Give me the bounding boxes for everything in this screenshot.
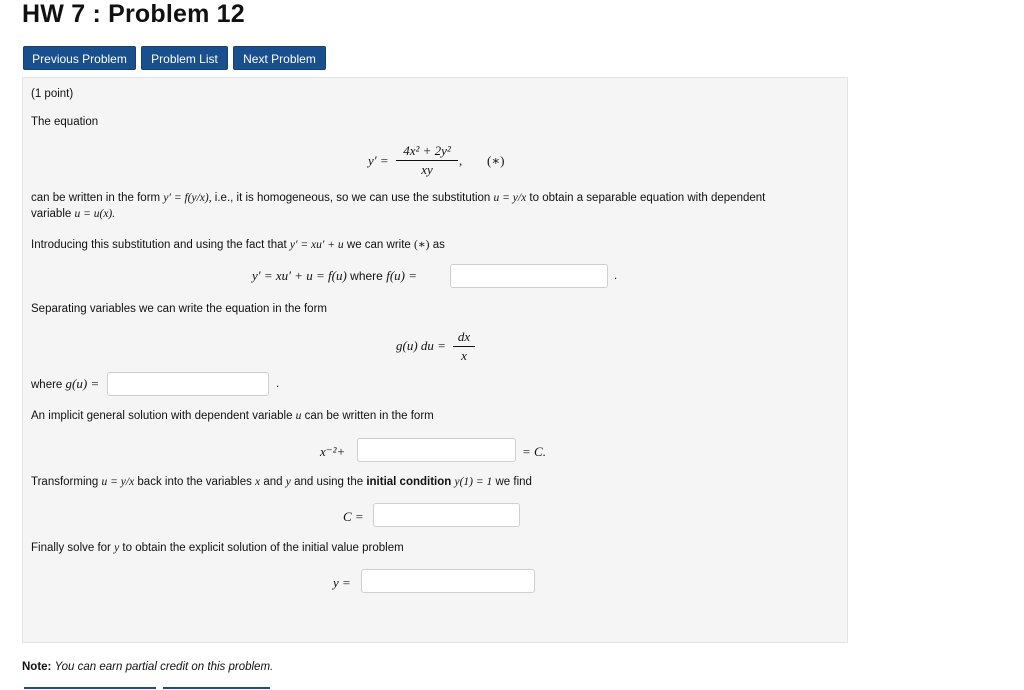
subst-math-1: y′ = xu′ + u: [289, 239, 344, 251]
transform-text-d: and using the: [294, 476, 364, 488]
homog-math-1: y′ = f(y/x),: [163, 192, 212, 204]
implicit-text: [31, 410, 434, 422]
fu-where: where: [350, 269, 383, 283]
fu-math: y′ = xu′ + u = f(u): [252, 268, 347, 283]
implicit-text-a: An implicit general solution with dependent variable: [31, 410, 293, 422]
y-lhs: y =: [333, 575, 351, 590]
fu-period: .: [614, 270, 618, 282]
subst-text-a: Introducing this substitution and using the fact that: [31, 239, 287, 251]
homog-text-c: to obtain a separable equation with dependent: [529, 192, 766, 204]
sep-lhs: g(u) du =: [396, 338, 446, 353]
subst-text: [31, 237, 445, 251]
eq-main-denominator: xy: [421, 162, 433, 177]
gu-where: where: [31, 379, 63, 391]
fu-line: [252, 268, 417, 284]
next-problem-button[interactable]: Next Problem: [233, 46, 326, 70]
transform-text-e: we find: [495, 476, 532, 488]
implicit-solution-input[interactable]: [357, 438, 516, 462]
eq-main-numerator: 4x² + 2y²: [403, 143, 451, 158]
y-solution-input[interactable]: [361, 569, 535, 593]
gu-period: .: [276, 378, 280, 390]
homog-math-2: u = y/x: [493, 192, 527, 204]
transform-math-3: y: [285, 476, 291, 488]
note-label: Note:: [22, 661, 52, 673]
homog-text-d: variable: [31, 208, 72, 220]
final-text-b: to obtain the explicit solution of the initial value problem: [122, 542, 404, 554]
final-text: [31, 542, 404, 554]
g-of-u-input[interactable]: [107, 372, 269, 396]
page-title: HW 7 : Problem 12: [22, 0, 245, 28]
transform-text-a: Transforming: [31, 476, 99, 488]
c-lhs: C =: [343, 509, 364, 524]
gu-line: [31, 376, 99, 392]
implicit-lhs: x⁻²+: [320, 444, 346, 459]
transform-text: [31, 476, 532, 488]
c-constant-input[interactable]: [373, 503, 520, 527]
eq-main-lhs: y′ =: [368, 153, 389, 168]
sep-fraction: [453, 329, 475, 364]
sep-numerator: dx: [457, 329, 471, 344]
transform-math-4: y(1) = 1: [454, 476, 493, 488]
eq-main-tag: (∗): [487, 153, 505, 168]
homog-text-a: can be written in the form: [31, 192, 161, 204]
implicit-text-b: can be written in the form: [304, 410, 434, 422]
subst-math-2: (∗): [414, 239, 430, 251]
sep-denominator: x: [461, 348, 467, 363]
f-of-u-input[interactable]: [450, 264, 608, 288]
separating-text: Separating variables we can write the equation in the form: [31, 303, 327, 315]
fu-lhs: f(u) =: [386, 268, 417, 283]
subst-text-c: as: [432, 239, 445, 251]
intro-text: The equation: [31, 116, 99, 128]
transform-math-2: x: [255, 476, 261, 488]
transform-bold: initial condition: [366, 476, 452, 488]
homog-text-line1: [31, 192, 765, 204]
homog-text-b: i.e., it is homogeneous, so we can use the substitution: [214, 192, 491, 204]
eq-main-fraction: [396, 143, 458, 178]
transform-math-1: u = y/x: [101, 476, 135, 488]
note-text: You can earn partial credit on this problem.: [54, 661, 274, 673]
transform-text-c: and: [263, 476, 283, 488]
implicit-u: u: [295, 410, 302, 422]
bottom-button-edge-1: [24, 687, 156, 689]
final-math: y: [114, 542, 120, 554]
gu-lhs: g(u) =: [65, 376, 100, 391]
homog-text-line2: [31, 208, 115, 220]
previous-problem-button[interactable]: Previous Problem: [23, 46, 136, 70]
implicit-rhs: = C.: [522, 444, 546, 459]
points-label: (1 point): [31, 88, 74, 100]
bottom-button-edge-2: [163, 687, 270, 689]
transform-text-b: back into the variables: [137, 476, 252, 488]
problem-list-button[interactable]: Problem List: [141, 46, 228, 70]
final-text-a: Finally solve for: [31, 542, 111, 554]
subst-text-b: we can write: [346, 239, 411, 251]
note: [22, 661, 273, 673]
eq-main-comma: ,: [459, 153, 463, 168]
homog-math-3: u = u(x).: [74, 208, 116, 220]
